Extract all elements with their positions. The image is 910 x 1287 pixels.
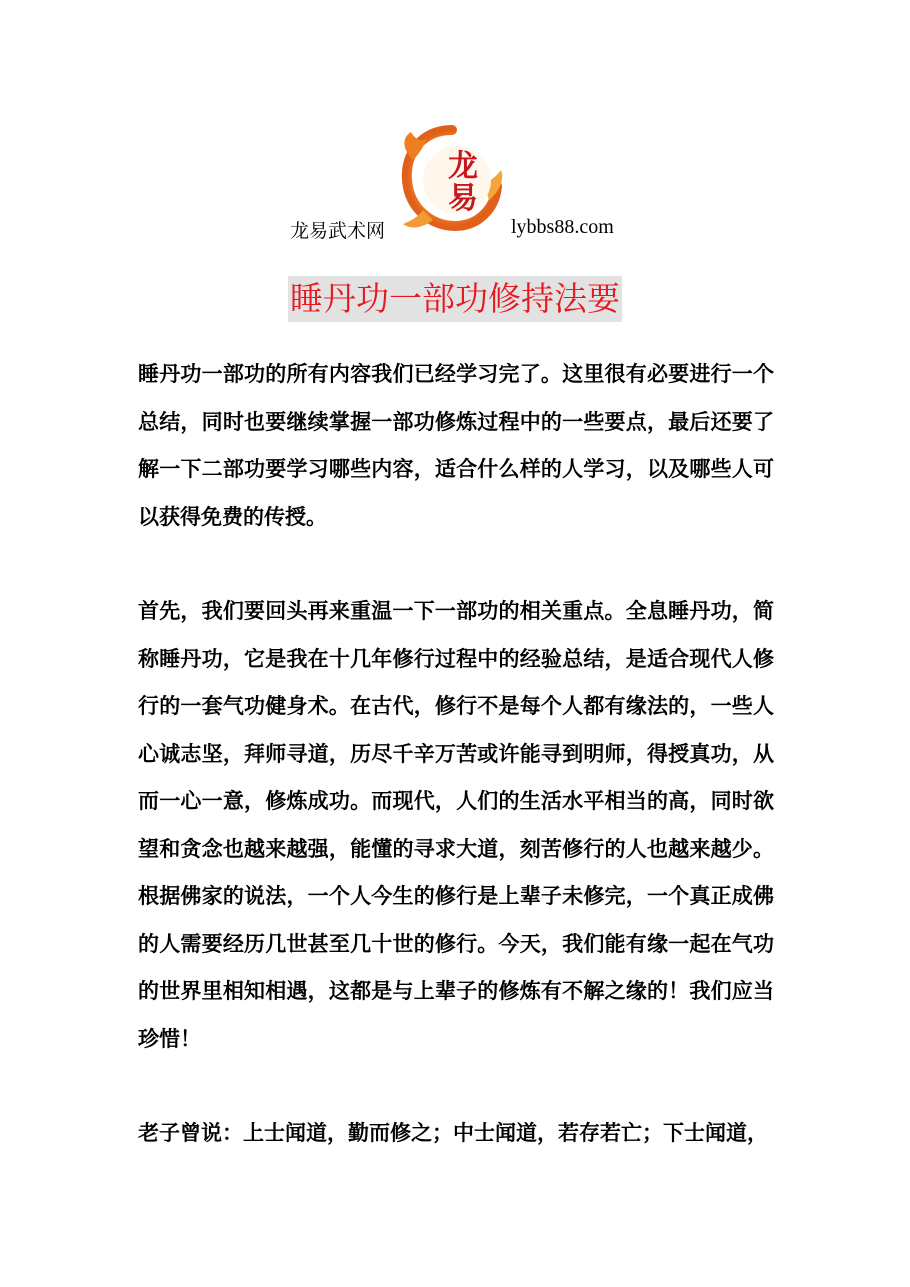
page-header [0, 0, 910, 250]
title-container [0, 276, 910, 322]
paragraph-laozi: 老子曾说：上士闻道，勤而修之；中士闻道，若存若亡；下士闻道， [138, 1120, 768, 1145]
paragraph-review: 首先，我们要回头再来重温一下一部功的相关重点。全息睡丹功，简称睡丹功，它是我在十几年修行过程中的经验总结，是适合现代人修行的一套气功健身术。在古代，修行不是每个人都有缘法的，一些人心诚志坚，拜师寻道，历尽千辛万苦或许能寻到明师，得授真功，从而一心一意，修炼成功。而现代，人们的生活水平相当的高，同时欲望和贪念也越来越强，能懂的寻求大道，刻苦修行的人也越来越少。根据佛家的说法，一个人今生的修行是上辈子未修完，一个真正成佛的人需要经历几世甚至几十世的修行。今天，我们能有缘一起在气功的世界里相知相遇，这都是与上辈子的修炼有不解之缘的！我们应当珍惜！ [138, 598, 774, 1051]
dragon-logo [393, 120, 511, 238]
logo-glyph-top: 龙 [448, 149, 478, 184]
site-name: 龙易武术网 [290, 220, 386, 242]
document-title: 睡丹功一部功修持法要 [288, 276, 622, 322]
document-body [138, 350, 774, 1157]
paragraph-intro: 睡丹功一部功的所有内容我们已经学习完了。这里很有必要进行一个总结，同时也要继续掌握一部功修炼过程中的一些要点，最后还要了解一下二部功要学习哪些内容，适合什么样的人学习，以及哪些人可以获得免费的传授。 [138, 361, 774, 529]
paragraph-spacer [138, 540, 774, 587]
paragraph-spacer [138, 1062, 774, 1109]
logo-glyph-bottom: 易 [448, 181, 478, 216]
site-url: lybbs88.com [511, 216, 614, 238]
